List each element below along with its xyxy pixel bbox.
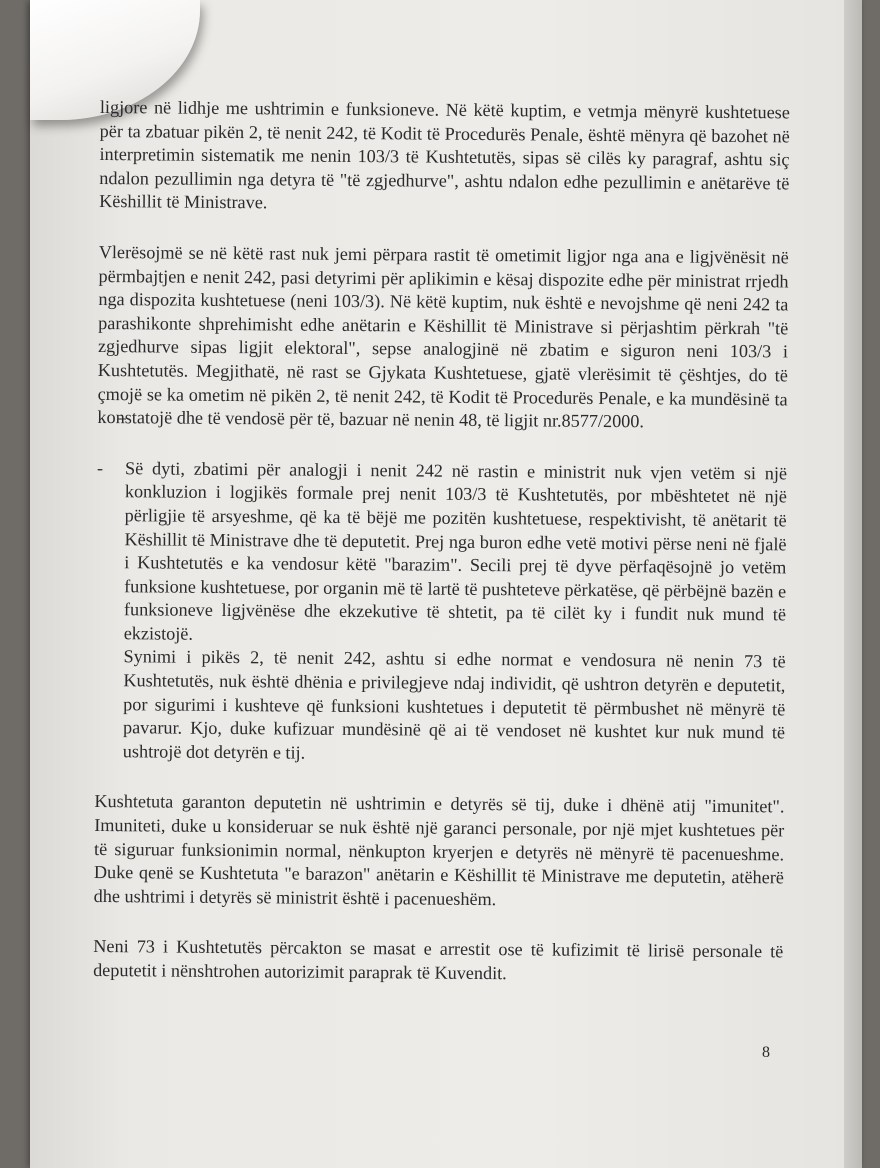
page-number: 8	[762, 1044, 770, 1061]
paragraph-1: ligjore në lidhje me ushtrimin e funksioneve. Në këtë kuptim, e vetmja mënyrë kushtetuese për ta zbatuar pikën 2, të nenit 242, të Kodit të Procedurës Penale, është mënyra që bazohet në interpretimin sistematik me nenin 103/3 të Kushtetutës, sipas së cilës ky paragraf, ashtu siç ndalon pezullimin nga detyra të "të zgjedhurve", ashtu ndalon edhe pezullimin e anëtarëve të Këshillit të Ministrave.	[99, 96, 790, 213]
paragraph-3: Kushtetuta garanton deputetin në ushtrimin e detyrës së tij, duke i dhënë atij "imunitet". Imuniteti, duke u konsideruar se nuk është një garanci personale, por një mjet kushtetues për të siguruar funksionimin normal, nënkupton kryerjen e detyrës në mënyrë të pacenueshme. Duke qenë se Kushtetuta "e barazon" anëtarin e Këshillit të Ministrave me deputetin, atëherë dhe ushtrimi i detyrës së ministrit është i pacenueshëm.	[93, 791, 785, 909]
bullet-text: Së dyti, zbatimi për analogji i nenit 242 në rastin e ministrit nuk vjen vetëm si një konkluzion i logjikës formale prej nenit 103/3 të Kushtetutës, por mbështetet në një përligjie të arsyeshme, që ka të bëjë me pozitën kushtetuese, respektivisht, të anëtarit të Këshillit të Ministrave dhe të deputetit. Prej nga buron edhe vetë motivi përse neni në fjalë i Kushtetutës e ka vendosur këtë "barazim". Secili prej të dyve përfaqësojnë jo vetëm funksione kushtetuese, por organin më të lartë të pushteteve përkatëse, që përbëjnë bazën e funksioneve ligjvënëse dhe ekzekutive të shtetit, pa të cilët ky i fundit nuk mund të ekzistojë.	[123, 457, 788, 644]
document-body	[93, 96, 790, 1015]
paragraph-4: Neni 73 i Kushtetutës përcakton se masat e arrestit ose të kufizimit të lirisë personale të deputetit i nënshtrohen autorizimit paraprak të Kuvendit.	[93, 936, 784, 984]
bullet-dash: -	[97, 457, 104, 478]
paragraph-2: Vlerësojmë se në këtë rast nuk jemi përpara rastit të ometimit ligjor nga ana e ligjvënësit në përmbajtjen e nenit 242, pasi detyrimi për aplikimin e kësaj dispozite edhe për ministrat rrjedh nga dispozita kushtetuese (neni 103/3). Në këtë kuptim, nuk është e nevojshme që neni 242 ta parashikonte shprehimisht edhe anëtarin e Këshillit të Ministrave si përjashtim përkrah "të zgjedhurve sipas ligjit elektoral", sepse analogjinë në zbatim e siguron neni 103/3 i Kushtetutës. Megjithatë, në rast se Gjykata Kushtetuese, gjatë vlerësimit të çështjes, do të çmojë se ka ometim në pikën 2, të nenit 242, të Kodit të Procedurës Penale, e ka mundësinë ta konstatojë dhe të vendosë për të, bazuar në nenin 48, të ligjit nr.8577/2000.	[97, 241, 789, 432]
bullet-item	[96, 457, 787, 651]
bullet-continuation: Synimi i pikës 2, të nenit 242, ashtu si edhe normat e vendosura në nenin 73 të Kushtetutës, nuk është dhënia e privilegjeve ndaj individit, që ushtron detyrën e deputetit, por sigurimi i kushteve që funksioni kushtetues i deputetit të përmbushet në mënyrë të pavarur. Kjo, duke kufizuar mundësinë që ai të vendoset në kushtet kur nuk mund të ushtrojë dot detyrën e tij.	[122, 646, 786, 763]
page-edge-shadow	[844, 0, 862, 1168]
